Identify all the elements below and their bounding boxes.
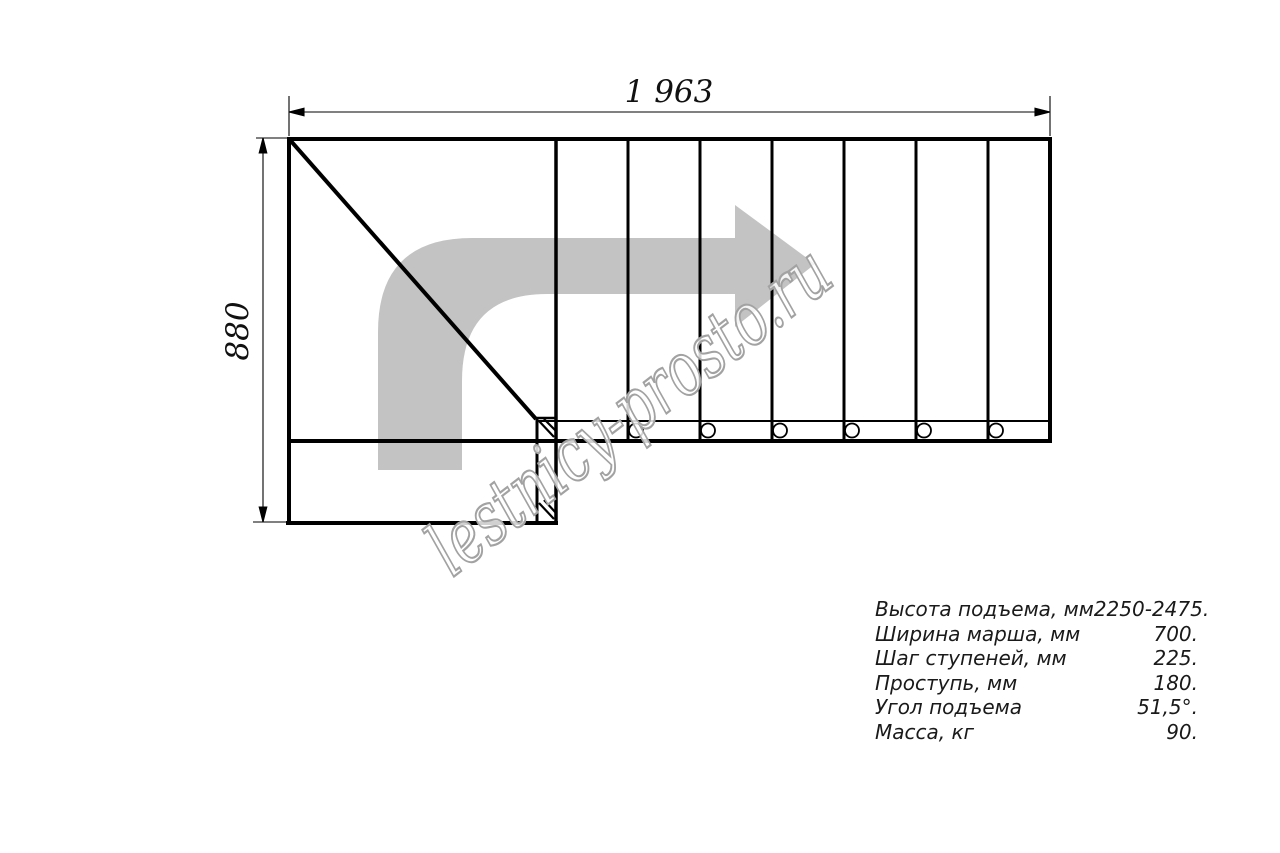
spec-label: Ширина марша, мм	[875, 621, 1081, 646]
baluster-circles	[629, 424, 1003, 438]
baluster-circle	[773, 424, 787, 438]
spec-row	[875, 622, 1198, 647]
spec-label: Угол подъема	[875, 695, 1022, 720]
spec-value: 90.	[1166, 719, 1198, 744]
dimension-arrowhead	[1035, 108, 1050, 116]
spec-value: 2250-2475.	[1093, 597, 1210, 621]
spec-row	[875, 695, 1198, 720]
spec-label: Шаг ступеней, мм	[875, 646, 1067, 671]
width-dimension-label: 1 963	[624, 74, 714, 110]
spec-label: Проступь, мм	[875, 670, 1018, 695]
baluster-circle	[701, 424, 715, 438]
spec-row	[875, 671, 1198, 696]
dimension-arrowhead	[259, 138, 267, 153]
spec-row	[875, 597, 1210, 622]
spec-label: Масса, кг	[875, 719, 975, 744]
spec-value: 51,5°.	[1137, 695, 1198, 720]
spec-table	[875, 597, 1210, 745]
baluster-circle	[845, 424, 859, 438]
spec-value: 700.	[1153, 621, 1198, 646]
spec-row	[875, 720, 1198, 745]
spec-label: Высота подъема, мм	[875, 597, 1094, 621]
spec-value: 180.	[1153, 670, 1198, 695]
watermark-text: lestnicy-prosto.ru	[410, 122, 987, 593]
baluster-circle	[917, 424, 931, 438]
dimension-arrowhead	[259, 507, 267, 522]
dimension-height	[253, 138, 291, 522]
height-dimension-label: 880	[220, 301, 256, 361]
spec-value: 225.	[1153, 646, 1198, 671]
baluster-circle	[989, 424, 1003, 438]
spec-row	[875, 646, 1198, 671]
dimension-arrowhead	[289, 108, 304, 116]
